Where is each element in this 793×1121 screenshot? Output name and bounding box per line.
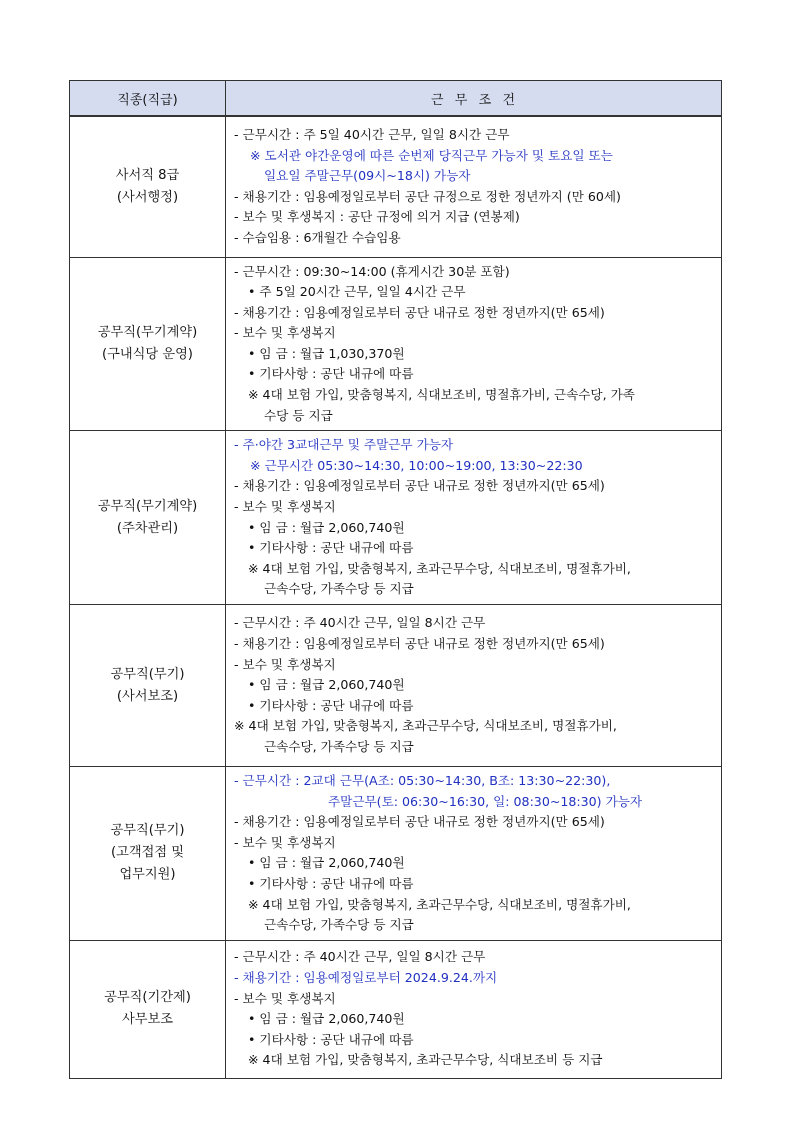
condition-line: - 보수 및 후생복지 bbox=[234, 325, 336, 341]
condition-line: • 임 금 : 월급 1,030,370원 bbox=[248, 345, 405, 361]
job-type-text: 공무직(무기) bbox=[110, 666, 185, 682]
table-row bbox=[70, 605, 722, 767]
condition-line: - 채용기간 : 임용예정일로부터 공단 규정으로 정한 정년까지 (만 60세) bbox=[234, 188, 621, 204]
condition-line: 근속수당, 가족수당 등 지급 bbox=[264, 581, 414, 597]
condition-line: ※ 4대 보험 가입, 맞춤형복지, 초과근무수당, 식대보조비 등 지급 bbox=[248, 1052, 603, 1068]
table-row bbox=[70, 257, 722, 431]
condition-line: - 채용기간 : 임용예정일로부터 공단 내규로 정한 정년까지(만 65세) bbox=[234, 814, 605, 830]
job-type-cell bbox=[70, 257, 226, 431]
job-type-text: 사무보조 bbox=[122, 1012, 173, 1028]
condition-line: • 임 금 : 월급 2,060,740원 bbox=[248, 519, 405, 535]
condition-line: ※ 근무시간 05:30~14:30, 10:00~19:00, 13:30~22:30 bbox=[250, 457, 583, 473]
table-body bbox=[70, 116, 722, 1078]
condition-line: - 채용기간 : 임용예정일로부터 공단 내규로 정한 정년까지(만 65세) bbox=[234, 478, 605, 494]
table-row bbox=[70, 767, 722, 941]
condition-line: - 보수 및 후생복지 : 공단 규정에 의거 지급 (연봉제) bbox=[234, 209, 520, 225]
condition-line: 근속수당, 가족수당 등 지급 bbox=[264, 917, 414, 933]
job-type-text: 공무직(무기계약) bbox=[97, 498, 198, 514]
job-type-cell bbox=[70, 116, 226, 257]
condition-line: - 근무시간 : 2교대 근무(A조: 05:30~14:30, B조: 13:30~22:30), bbox=[234, 773, 611, 788]
job-type-text: 공무직(무기) bbox=[110, 823, 185, 839]
condition-line: - 보수 및 후생복지 bbox=[234, 990, 336, 1006]
condition-line: • 기타사항 : 공단 내규에 따름 bbox=[248, 1031, 414, 1047]
condition-line: - 주·야간 3교대근무 및 주말근무 가능자 bbox=[234, 437, 454, 453]
header-row bbox=[70, 81, 722, 117]
job-type-text: 사서직 8급 bbox=[115, 167, 180, 183]
condition-line: 수당 등 지급 bbox=[264, 407, 333, 423]
job-type-text: (구내식당 운영) bbox=[102, 346, 193, 362]
job-type-text: 업무지원) bbox=[119, 867, 176, 883]
condition-line: 일요일 주말근무(09시~18시) 가능자 bbox=[264, 168, 471, 184]
condition-line: - 채용기간 : 임용예정일로부터 공단 내규로 정한 정년까지(만 65세) bbox=[234, 304, 605, 320]
condition-line: • 기타사항 : 공단 내규에 따름 bbox=[248, 697, 414, 713]
conditions-cell bbox=[226, 257, 722, 431]
condition-line: - 근무시간 : 주 40시간 근무, 일일 8시간 근무 bbox=[234, 615, 486, 631]
job-type-cell bbox=[70, 431, 226, 605]
condition-line: - 보수 및 후생복지 bbox=[234, 499, 336, 515]
conditions-cell bbox=[226, 767, 722, 941]
condition-line: ※ 4대 보험 가입, 맞춤형복지, 초과근무수당, 식대보조비, 명절휴가비, bbox=[234, 718, 617, 734]
condition-line: • 주 5일 20시간 근무, 일일 4시간 근무 bbox=[248, 284, 466, 300]
condition-line: • 임 금 : 월급 2,060,740원 bbox=[248, 1011, 405, 1027]
job-type-text: (사서보조) bbox=[116, 688, 179, 704]
condition-line: - 수습임용 : 6개월간 수습임용 bbox=[234, 229, 401, 245]
job-type-cell bbox=[70, 767, 226, 941]
condition-line: ※ 4대 보험 가입, 맞춤형복지, 식대보조비, 명절휴가비, 근속수당, 가족 bbox=[248, 387, 635, 403]
table-row bbox=[70, 940, 722, 1078]
condition-line: - 채용기간 : 임용예정일로부터 2024.9.24.까지 bbox=[234, 970, 498, 986]
job-type-text: 공무직(무기계약) bbox=[97, 324, 198, 340]
condition-line: • 기타사항 : 공단 내규에 따름 bbox=[248, 366, 414, 382]
header-conditions: 근 무 조 건 bbox=[226, 81, 722, 117]
job-type-text: (주차관리) bbox=[116, 520, 179, 536]
condition-line: - 보수 및 후생복지 bbox=[234, 834, 336, 850]
job-type-cell bbox=[70, 940, 226, 1078]
job-type-text: 공무직(기간제) bbox=[104, 990, 191, 1006]
conditions-table bbox=[69, 80, 722, 1079]
table-row bbox=[70, 116, 722, 257]
condition-line: • 기타사항 : 공단 내규에 따름 bbox=[248, 540, 414, 556]
job-type-cell bbox=[70, 605, 226, 767]
job-type-text: (사서행정) bbox=[116, 189, 179, 205]
condition-line: - 근무시간 : 주 5일 40시간 근무, 일일 8시간 근무 bbox=[234, 126, 510, 142]
condition-line: • 임 금 : 월급 2,060,740원 bbox=[248, 677, 405, 693]
header-job-type: 직종(직급) bbox=[70, 81, 226, 117]
condition-line: ※ 도서관 야간운영에 따른 순번제 당직근무 가능자 및 토요일 또는 bbox=[250, 147, 613, 163]
condition-line: - 근무시간 : 09:30~14:00 (휴게시간 30분 포함) bbox=[234, 263, 510, 279]
table-row bbox=[70, 431, 722, 605]
condition-line: - 근무시간 : 주 40시간 근무, 일일 8시간 근무 bbox=[234, 949, 486, 965]
condition-line: 주말근무(토: 06:30~16:30, 일: 08:30~18:30) 가능자 bbox=[328, 793, 643, 809]
conditions-cell bbox=[226, 940, 722, 1078]
condition-line: ※ 4대 보험 가입, 맞춤형복지, 초과근무수당, 식대보조비, 명절휴가비, bbox=[248, 560, 631, 576]
condition-line: 근속수당, 가족수당 등 지급 bbox=[264, 738, 414, 754]
conditions-cell bbox=[226, 116, 722, 257]
conditions-cell bbox=[226, 605, 722, 767]
conditions-cell bbox=[226, 431, 722, 605]
condition-line: - 채용기간 : 임용예정일로부터 공단 내규로 정한 정년까지(만 65세) bbox=[234, 636, 605, 652]
condition-line: • 기타사항 : 공단 내규에 따름 bbox=[248, 875, 414, 891]
condition-line: - 보수 및 후생복지 bbox=[234, 656, 336, 672]
condition-line: • 임 금 : 월급 2,060,740원 bbox=[248, 855, 405, 871]
condition-line: ※ 4대 보험 가입, 맞춤형복지, 초과근무수당, 식대보조비, 명절휴가비, bbox=[248, 896, 631, 912]
job-type-text: (고객접점 및 bbox=[110, 845, 185, 861]
